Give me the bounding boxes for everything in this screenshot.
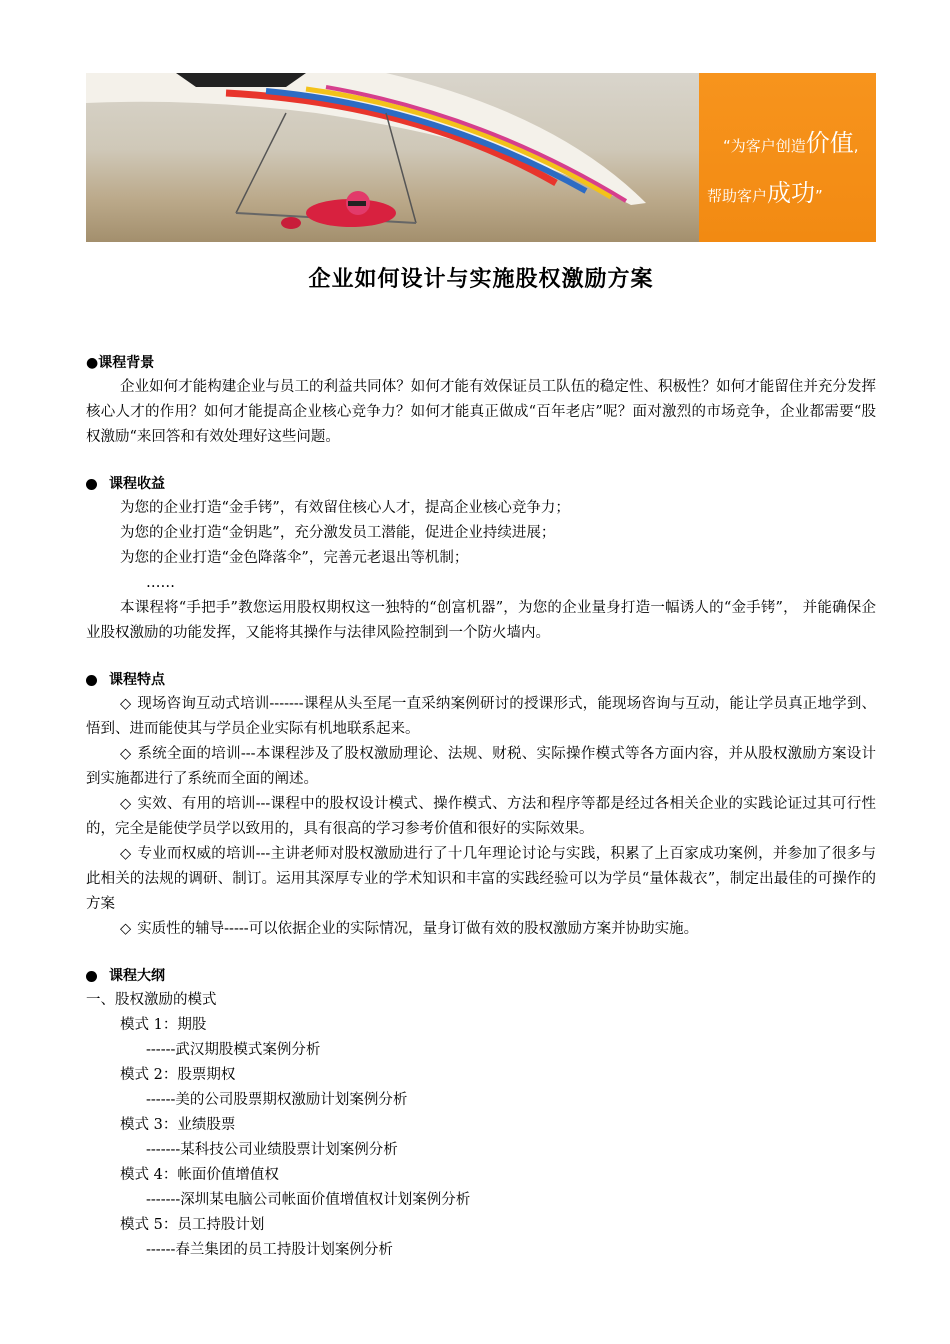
mode-label: 模式 1：期股 bbox=[120, 1017, 207, 1033]
feature-item: ◇ 现场咨询互动式培训-------课程从头至尾一直采纳案例研讨的授课形式，能现场咨询与互动，能让学员真正地学到、悟到、进而能使其与学员企业实际有机地联系起来。 bbox=[86, 696, 876, 737]
list-item: 为您的企业打造“金手铐”，有效留住核心人才，提高企业核心竞争力； bbox=[120, 500, 570, 516]
diamond-icon: ◇ bbox=[120, 921, 132, 937]
paragraph: 本课程将“手把手”教您运用股权期权这一独特的“创富机器”，为您的企业量身打造一幅诱人的“金手铐”， 并能确保企业股权激励的功能发挥，又能将其操作与法律风险控制到一个防火墙内。 bbox=[86, 600, 876, 641]
mode-case: -------深圳某电脑公司帐面价值增值权计划案例分析 bbox=[146, 1192, 471, 1208]
list-item: 为您的企业打造“金钥匙”，充分激发员工潜能，促进企业持续进展； bbox=[120, 525, 556, 541]
section-outline bbox=[86, 964, 876, 1263]
ellipsis: …… bbox=[146, 575, 175, 591]
hang-glider-photo bbox=[86, 73, 699, 242]
mode-case: -------某科技公司业绩股票计划案例分析 bbox=[146, 1142, 398, 1158]
section-heading: 课程特点 bbox=[86, 668, 876, 692]
slogan-line-2: 帮助客户成功” bbox=[707, 179, 823, 207]
feature-item: ◇ 实质性的辅导-----可以依据企业的实际情况，量身订做有效的股权激励方案并协助实施。 bbox=[120, 921, 699, 937]
list-item: 为您的企业打造“金色降落伞”，完善元老退出等机制； bbox=[120, 550, 469, 566]
mode-label: 模式 2：股票期权 bbox=[120, 1067, 236, 1083]
diamond-icon: ◇ bbox=[120, 746, 132, 762]
feature-item: ◇ 实效、有用的培训---课程中的股权设计模式、操作模式、方法和程序等都是经过各相关企业的实践论证过其可行性的，完全是能使学员学以致用的，具有很高的学习参考价值和很好的实际效果。 bbox=[86, 796, 876, 837]
mode-case: ------武汉期股模式案例分析 bbox=[146, 1042, 321, 1058]
section-background bbox=[86, 351, 876, 450]
diamond-icon: ◇ bbox=[120, 696, 132, 712]
section-heading: 课程大纲 bbox=[86, 964, 876, 988]
bullet-icon bbox=[86, 675, 97, 686]
section-features bbox=[86, 668, 876, 942]
mode-case: ------春兰集团的员工持股计划案例分析 bbox=[146, 1242, 393, 1258]
bullet-icon bbox=[86, 479, 97, 490]
section-heading: ●课程背景 bbox=[86, 355, 155, 371]
slogan-line-1: “为客户创造价值, bbox=[723, 129, 859, 157]
section-heading: 课程收益 bbox=[86, 472, 876, 496]
mode-label: 模式 5：员工持股计划 bbox=[120, 1217, 265, 1233]
section-benefits bbox=[86, 472, 876, 646]
paragraph: 企业如何才能构建企业与员工的利益共同体？如何才能有效保证员工队伍的稳定性、积极性？如何才能留住并充分发挥核心人才的作用？如何才能提高企业核心竞争力？如何才能真正做成“百年老店”呢？面对激烈的市场竞争，企业都需要“股权激励“来回答和有效处理好这些问题。 bbox=[86, 379, 876, 445]
slogan-panel bbox=[699, 73, 876, 242]
banner bbox=[86, 73, 876, 242]
feature-item: ◇ 专业而权威的培训---主讲老师对股权激励进行了十几年理论讨论与实践，积累了上百家成功案例，并参加了很多与此相关的法规的调研、制订。运用其深厚专业的学术知识和丰富的实践经验可以为学员“量体裁衣”，制定出最佳的可操作的方案 bbox=[86, 846, 876, 912]
outline-section-title: 一、股权激励的模式 bbox=[86, 992, 217, 1008]
mode-label: 模式 4：帐面价值增值权 bbox=[120, 1167, 279, 1183]
mode-case: ------美的公司股票期权激励计划案例分析 bbox=[146, 1092, 408, 1108]
page-title: 企业如何设计与实施股权激励方案 bbox=[308, 267, 654, 292]
diamond-icon: ◇ bbox=[120, 846, 132, 862]
diamond-icon: ◇ bbox=[120, 796, 132, 812]
document-page bbox=[86, 73, 876, 1263]
mode-label: 模式 3：业绩股票 bbox=[120, 1117, 236, 1133]
bullet-icon bbox=[86, 971, 97, 982]
feature-item: ◇ 系统全面的培训---本课程涉及了股权激励理论、法规、财税、实际操作模式等各方面内容，并从股权激励方案设计到实施都进行了系统而全面的阐述。 bbox=[86, 746, 876, 787]
